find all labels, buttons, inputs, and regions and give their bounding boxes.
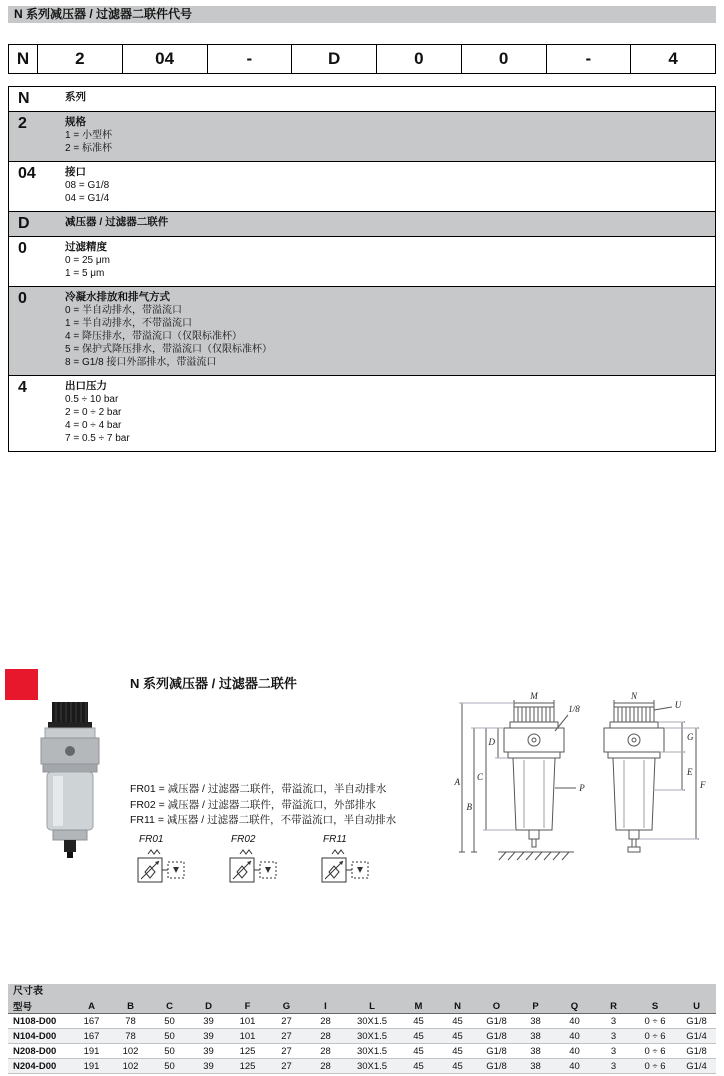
dim-label-u: U	[674, 700, 682, 710]
dim-cell: 101	[228, 1014, 267, 1029]
code-value: 0	[18, 240, 27, 257]
variant-descriptions	[130, 782, 396, 829]
dim-cell: 30X1.5	[345, 1029, 399, 1044]
dim-cell: 3	[594, 1029, 633, 1044]
code-explanation-row	[9, 87, 715, 111]
model-cell: N204-D00	[8, 1059, 72, 1074]
symbol-label-fr02: FR02	[231, 834, 256, 845]
code-cell: 04	[122, 45, 207, 73]
variant-line: FR11 = 减压器 / 过滤器二联件，不带溢流口，半自动排水	[130, 814, 397, 826]
code-description	[59, 287, 715, 375]
dim-cell: 50	[150, 1044, 189, 1059]
code-option: 2 = 标准杯	[65, 143, 112, 154]
dim-cell: 45	[399, 1014, 438, 1029]
dim-cell: G1/8	[477, 1014, 516, 1029]
code-explanation-row	[9, 375, 715, 451]
code-title: 冷凝水排放和排气方式	[65, 291, 170, 303]
pneumatic-symbol-fr01	[132, 846, 188, 888]
code-description	[59, 237, 715, 286]
dim-label-f: F	[700, 780, 706, 790]
code-cell: 0	[461, 45, 546, 73]
dim-cell: 50	[150, 1029, 189, 1044]
dim-label-g: G	[687, 732, 694, 742]
code-description	[59, 87, 715, 111]
dim-table-header-cell: P	[516, 999, 555, 1014]
variant-line: FR01 = 减压器 / 过滤器二联件，带溢流口，半自动排水	[130, 783, 387, 795]
dim-cell: G1/4	[677, 1029, 716, 1044]
page-header-bar	[8, 6, 716, 23]
code-value: 2	[18, 115, 27, 132]
code-explanation-table	[8, 86, 716, 452]
dimension-table	[8, 999, 716, 1074]
dim-table-header-cell: M	[399, 999, 438, 1014]
dim-cell: 40	[555, 1044, 594, 1059]
dim-cell: 78	[111, 1029, 150, 1044]
dim-cell: 101	[228, 1029, 267, 1044]
dim-table-header-cell: C	[150, 999, 189, 1014]
code-description	[59, 162, 715, 211]
dim-cell: 38	[516, 1029, 555, 1044]
dim-label-c: C	[476, 772, 483, 782]
model-cell: N104-D00	[8, 1029, 72, 1044]
code-cell: 0	[376, 45, 461, 73]
code-row	[8, 44, 716, 74]
code-cell: D	[291, 45, 376, 73]
dimension-table-caption	[8, 984, 716, 999]
dim-cell: 45	[438, 1044, 477, 1059]
code-option: 04 = G1/4	[65, 193, 110, 204]
model-cell: N108-D00	[8, 1014, 72, 1029]
dim-cell: 39	[189, 1014, 228, 1029]
dim-cell: 45	[438, 1014, 477, 1029]
dim-table-header-cell: R	[594, 999, 633, 1014]
dim-table-body	[8, 1014, 716, 1074]
pneumatic-symbol-fr02	[224, 846, 280, 888]
dim-cell: 78	[111, 1014, 150, 1029]
dim-table-header-cell: G	[267, 999, 306, 1014]
dim-cell: 38	[516, 1059, 555, 1074]
dim-cell: 50	[150, 1059, 189, 1074]
dim-cell: 28	[306, 1044, 345, 1059]
symbol-label-fr01: FR01	[139, 834, 164, 845]
dim-table-header-cell: B	[111, 999, 150, 1014]
dim-cell: 40	[555, 1029, 594, 1044]
pneumatic-symbol-fr11	[316, 846, 372, 888]
dim-label-d: D	[488, 737, 495, 747]
dim-cell: G1/8	[477, 1059, 516, 1074]
dimension-drawing-side	[584, 690, 714, 902]
dim-cell: 38	[516, 1044, 555, 1059]
dim-cell: 125	[228, 1044, 267, 1059]
dim-cell: 28	[306, 1014, 345, 1029]
dim-cell: 191	[72, 1059, 111, 1074]
code-option: 5 = 保护式降压排水，带溢流口（仅限标准杯）	[65, 344, 272, 355]
code-cell: 2	[37, 45, 122, 73]
code-title: 接口	[65, 166, 86, 178]
dim-table-header-cell: Q	[555, 999, 594, 1014]
dim-label-m: M	[530, 691, 538, 701]
dim-table-row	[8, 1029, 716, 1044]
dim-cell: 102	[111, 1059, 150, 1074]
dim-table-header-cell: F	[228, 999, 267, 1014]
dim-cell: 0 ÷ 6	[633, 1059, 677, 1074]
dim-cell: 45	[399, 1059, 438, 1074]
dim-table-header-cell: L	[345, 999, 399, 1014]
code-title: 过滤精度	[65, 241, 107, 253]
code-value: 0	[18, 290, 27, 307]
code-option: 0.5 ÷ 10 bar	[65, 394, 119, 405]
dim-cell: 39	[189, 1029, 228, 1044]
dim-label-a: A	[454, 777, 460, 787]
dim-cell: 102	[111, 1044, 150, 1059]
dim-cell: 125	[228, 1059, 267, 1074]
code-option: 7 = 0.5 ÷ 7 bar	[65, 433, 130, 444]
model-cell: N208-D00	[8, 1044, 72, 1059]
dim-cell: 28	[306, 1059, 345, 1074]
code-explanation-row	[9, 286, 715, 375]
dim-cell: G1/8	[677, 1044, 716, 1059]
code-description	[59, 376, 715, 451]
product-photo	[28, 700, 112, 860]
dim-cell: 45	[438, 1029, 477, 1044]
code-title: 系列	[65, 91, 86, 103]
dim-cell: 45	[399, 1029, 438, 1044]
code-description	[59, 212, 715, 236]
dim-label-b: B	[466, 802, 472, 812]
dim-cell: 27	[267, 1044, 306, 1059]
code-title: 出口压力	[65, 380, 107, 392]
code-value: 04	[18, 165, 36, 182]
dim-cell: G1/4	[677, 1059, 716, 1074]
dimension-drawing-front	[452, 690, 594, 902]
code-option: 2 = 0 ÷ 2 bar	[65, 407, 122, 418]
dim-table-header-cell: N	[438, 999, 477, 1014]
dim-table-header-cell: O	[477, 999, 516, 1014]
dim-table-header-cell: 型号	[8, 999, 72, 1014]
section-title: N 系列减压器 / 过滤器二联件	[130, 676, 297, 691]
code-option: 0 = 25 μm	[65, 255, 110, 266]
dim-table-row	[8, 1014, 716, 1029]
dim-cell: 27	[267, 1029, 306, 1044]
dim-cell: 167	[72, 1014, 111, 1029]
dim-cell: 3	[594, 1014, 633, 1029]
code-explanation-row	[9, 236, 715, 286]
dim-cell: G1/8	[677, 1014, 716, 1029]
dim-cell: 39	[189, 1044, 228, 1059]
code-title: 规格	[65, 116, 86, 128]
symbol-label-fr11: FR11	[323, 834, 347, 845]
code-value: N	[18, 90, 30, 107]
code-value: D	[18, 215, 30, 232]
dim-table-header-cell: U	[677, 999, 716, 1014]
dim-label-port: 1/8	[568, 704, 580, 714]
code-explanation-row	[9, 211, 715, 236]
code-description	[59, 112, 715, 161]
code-explanation-row	[9, 111, 715, 161]
dim-cell: 3	[594, 1044, 633, 1059]
dimension-table-caption-text: 尺寸表	[13, 986, 43, 997]
code-cell: N	[16, 49, 30, 68]
code-option: 4 = 降压排水，带溢流口（仅限标准杯）	[65, 331, 242, 342]
dim-cell: G1/8	[477, 1044, 516, 1059]
dim-label-e: E	[687, 767, 693, 777]
dim-cell: 45	[399, 1044, 438, 1059]
dim-cell: 30X1.5	[345, 1044, 399, 1059]
code-title: 减压器 / 过滤器二联件	[65, 216, 169, 228]
dim-cell: 45	[438, 1059, 477, 1074]
dim-cell: 0 ÷ 6	[633, 1014, 677, 1029]
dim-cell: 40	[555, 1059, 594, 1074]
dim-cell: 167	[72, 1029, 111, 1044]
page-title: N 系列减压器 / 过滤器二联件代号	[14, 7, 193, 21]
code-option: 1 = 小型杯	[65, 130, 112, 141]
dim-cell: 38	[516, 1014, 555, 1029]
code-value: 4	[18, 379, 27, 396]
code-cell: -	[546, 45, 631, 73]
code-option: 1 = 5 μm	[65, 268, 105, 279]
dim-table-header-cell: A	[72, 999, 111, 1014]
dim-table-row	[8, 1044, 716, 1059]
code-option: 0 = 半自动排水，带溢流口	[65, 305, 182, 316]
code-cell: 4	[630, 45, 715, 73]
dim-cell: 3	[594, 1059, 633, 1074]
dim-cell: 27	[267, 1059, 306, 1074]
code-explanation-row	[9, 161, 715, 211]
variant-line: FR02 = 减压器 / 过滤器二联件，带溢流口，外部排水	[130, 798, 376, 811]
code-option: 8 = G1/8 接口外部排水，带溢流口	[65, 357, 217, 368]
dim-cell: 191	[72, 1044, 111, 1059]
code-option: 08 = G1/8	[65, 180, 110, 191]
red-accent-block	[5, 669, 38, 700]
dim-cell: 30X1.5	[345, 1059, 399, 1074]
dim-label-p: P	[579, 783, 585, 793]
dim-cell: 39	[189, 1059, 228, 1074]
dim-cell: 28	[306, 1029, 345, 1044]
dim-cell: 40	[555, 1014, 594, 1029]
dim-table-header-cell: D	[189, 999, 228, 1014]
code-cell: -	[207, 45, 292, 73]
dim-table-row	[8, 1059, 716, 1074]
dim-table-header-cell: S	[633, 999, 677, 1014]
dim-cell: 27	[267, 1014, 306, 1029]
dim-cell: 30X1.5	[345, 1014, 399, 1029]
dim-table-header-row	[8, 999, 716, 1014]
dim-cell: 0 ÷ 6	[633, 1044, 677, 1059]
code-option: 1 = 半自动排水，不带溢流口	[65, 318, 192, 329]
dim-label-n: N	[630, 691, 638, 701]
dim-cell: G1/8	[477, 1029, 516, 1044]
dim-table-header-cell: I	[306, 999, 345, 1014]
dim-cell: 0 ÷ 6	[633, 1029, 677, 1044]
dim-cell: 50	[150, 1014, 189, 1029]
code-option: 4 = 0 ÷ 4 bar	[65, 420, 122, 431]
